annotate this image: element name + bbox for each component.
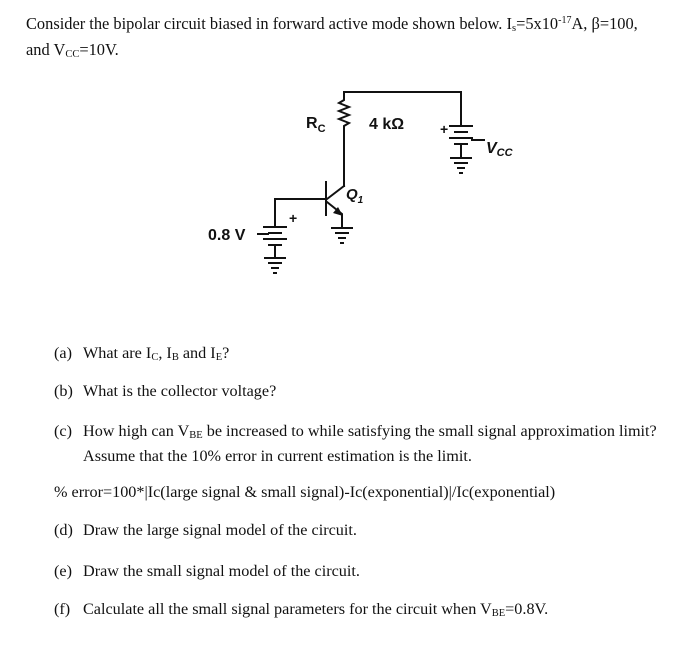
vcc-label: VCC <box>486 140 513 159</box>
question-c-label: (c) <box>54 422 72 440</box>
question-e-text: Draw the small signal model of the circuit. <box>83 562 360 580</box>
vin-label: 0.8 V <box>208 227 246 244</box>
vcc-value: =10V. <box>79 40 119 59</box>
is-symbol: I <box>506 14 512 33</box>
intro-line1: Consider the bipolar circuit biased in forward active mode shown below. <box>26 14 503 33</box>
vin-battery <box>264 227 286 256</box>
question-a: (a) What are IC, IB and IE? <box>54 344 230 363</box>
question-d-text: Draw the large signal model of the circuit. <box>83 521 357 539</box>
q1-label: $Q_1$ <box>346 186 364 206</box>
question-d <box>54 520 357 540</box>
beta-value: β=100, <box>591 14 638 33</box>
intro-line2-start: and V <box>26 40 66 59</box>
question-b <box>54 381 276 401</box>
question-e <box>54 561 360 581</box>
question-d-label: (d) <box>54 521 73 539</box>
is-value: =5x10 <box>516 14 559 33</box>
question-c: (c) How high can VBE be increased to while satisfying the small signal approximation limit? Assume that the 10% error in current estimation is the limit. <box>54 422 657 465</box>
vin-plus-sign: + <box>289 210 298 226</box>
is-subscript: s <box>512 23 517 34</box>
question-c-line2: Assume that the 10% error in current estimation is the limit. <box>83 447 472 465</box>
vin-ground <box>265 258 285 273</box>
question-b-label: (b) <box>54 382 73 400</box>
error-formula-text: % error=100*|Ic(large signal & small signal)-Ic(exponential)|/Ic(exponential) <box>54 483 556 501</box>
question-f-label: (f) <box>54 600 71 618</box>
question-f: (f) Calculate all the small signal parameters for the circuit when VBE=0.8V. <box>54 600 549 619</box>
question-b-text: What is the collector voltage? <box>83 382 277 400</box>
question-a-label: (a) <box>54 344 72 362</box>
vcc-subscript: CC <box>65 49 80 60</box>
rc-value: 4 kΩ <box>369 116 405 133</box>
is-exponent: -17 <box>558 15 572 26</box>
transistor-collector <box>327 186 344 199</box>
resistor-rc <box>339 92 349 186</box>
base-wire <box>275 199 326 226</box>
vcc-battery <box>450 126 472 156</box>
vcc-ground <box>451 158 471 173</box>
error-formula <box>54 482 555 502</box>
emitter-ground <box>332 228 352 243</box>
vcc-plus-sign: + <box>440 121 449 137</box>
question-e-label: (e) <box>54 562 72 580</box>
rc-label: $R_C$ <box>306 115 326 135</box>
is-unit: A, <box>571 14 588 33</box>
